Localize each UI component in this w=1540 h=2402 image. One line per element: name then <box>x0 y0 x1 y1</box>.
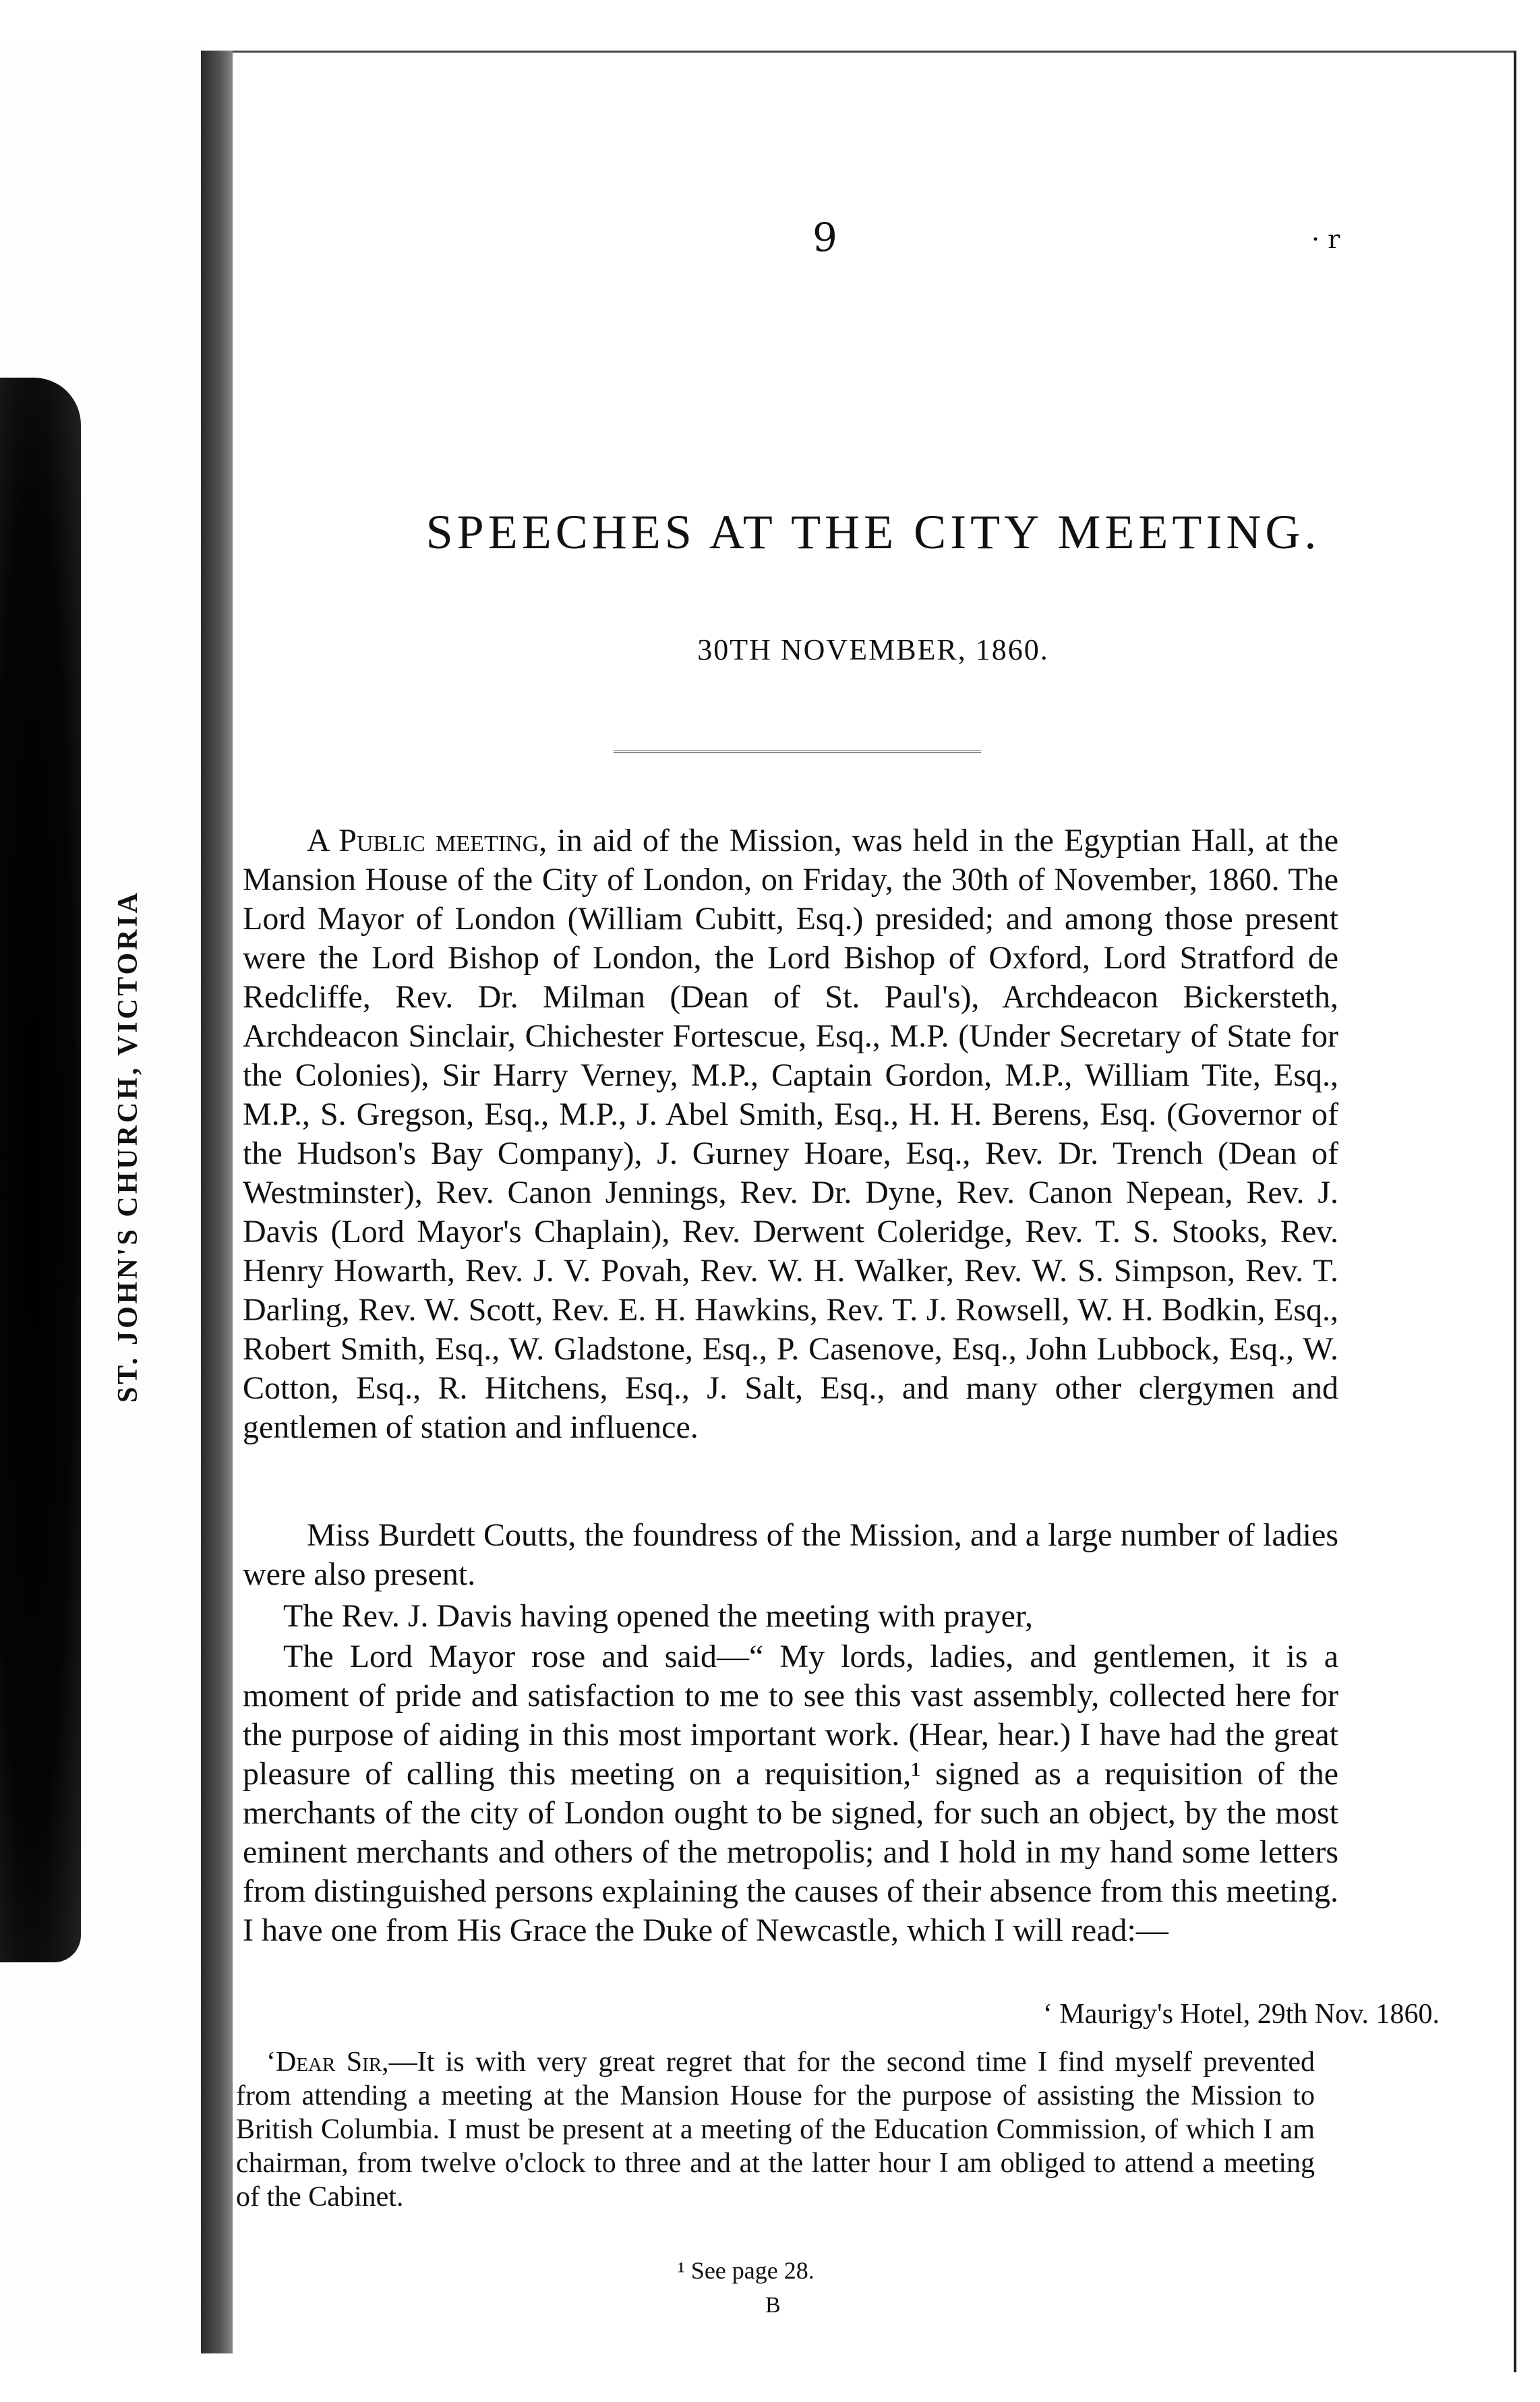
footnote: ¹ See page 28. <box>678 2257 815 2284</box>
signature-mark: B <box>765 2293 781 2318</box>
facing-page <box>0 40 202 2353</box>
corner-mark: · r <box>1311 225 1340 254</box>
paragraph-4: The Lord Mayor rose and said—“ My lords, ladies, and gentlemen, it is a moment of pride and satisfaction to me to see this vast assembly, collected here for the purpose of aiding in this most important work. (Hear, hear.) I have had the great pleasure of calling this meeting on a requisition,¹ signed as a requisition of the merchants of the city of London ought to be signed, for such an object, by the most eminent merchants and others of the metropolis; and I hold in my hand some letters from distinguished persons explaining the causes of their absence from this meeting. I have one from His Grace the Duke of Newcastle, which I will read:— <box>243 1639 1338 1948</box>
letter-salutation: ‘Dear Sir, <box>266 2047 389 2078</box>
paragraph-3: The Rev. J. Davis having opened the meeting with prayer, <box>283 1598 1033 1634</box>
paragraph-1-text: in aid of the Mission, was held in the Egyptian Hall, at the Mansion House of the City of London, on Friday, the 30th of November, 1860. The Lord Mayor of London (William Cubitt, Esq.) presided; and among those present were the Lord Bishop of London, the Lord Bishop of Oxford, Lord Stratford de Redcliffe, Rev. Dr. Milman (Dean of St. Paul's), Archdeacon Bickersteth, Archdeacon Sinclair, Chichester Fortescue, Esq., M.P. (Under Secretary of State for the Colonies), Sir Harry Verney, M.P., Captain Gordon, M.P., William Tite, Esq., M.P., S. Gregson, Esq., M.P., J. Abel Smith, Esq., H. H. Berens, Esq. (Governor of the Hudson's Bay Company), J. Gurney Hoare, Esq., Rev. Dr. Trench (Dean of Westminster), Rev. Canon Jennings, Rev. Dr. Dyne, Rev. Canon Nepean, Rev. J. Davis (Lord Mayor's Chaplain), Rev. Derwent Coleridge, Rev. T. S. Stooks, Rev. Henry Howarth, Rev. J. V. Povah, Rev. W. H. Walker, Rev. W. S. Simpson, Rev. T. Darling, Rev. W. Scott, Rev. E. H. Hawkins, Rev. T. J. Rowsell, W. H. Bodkin, Esq., Robert Smith, Esq., W. Gladstone, Esq., P. Casenove, Esq., John Lubbock, Esq., W. Cotton, Esq., R. Hitchens, Esq., J. Salt, Esq., and many other clergymen and gentlemen of station and influence. <box>243 823 1338 1445</box>
facing-page-caption: ST. JOHN'S CHURCH, VICTORIA <box>113 889 144 1403</box>
paragraph-2: Miss Burdett Coutts, the foundress of the Mission, and a large number of ladies were also present. <box>243 1517 1338 1592</box>
title-rule <box>614 751 981 753</box>
letter-date-line: ‘ Maurigy's Hotel, 29th Nov. 1860. <box>1042 1999 1440 2030</box>
facing-page-engraving <box>0 378 81 1962</box>
paragraph-1-lead: A Public meeting, <box>307 823 547 858</box>
book-gutter <box>201 51 233 2353</box>
book-page <box>233 51 1516 2372</box>
page-number: 9 <box>812 214 837 260</box>
letter-text: —It is with very great regret that for the second time I find myself prevented from attending a meeting at the Mansion House for the purpose of assisting the Mission to British Columbia. I must be present at a meeting of the Education Commission, of which I am chairman, from twelve o'clock to three and at the latter hour I am obliged to attend a meeting of the Cabinet. <box>236 2047 1315 2213</box>
page-subtitle: 30TH NOVEMBER, 1860. <box>697 633 1049 666</box>
paragraph-1 <box>243 821 1338 1447</box>
letter-body <box>236 2045 1315 2214</box>
page-title: SPEECHES AT THE CITY MEETING. <box>425 505 1321 559</box>
